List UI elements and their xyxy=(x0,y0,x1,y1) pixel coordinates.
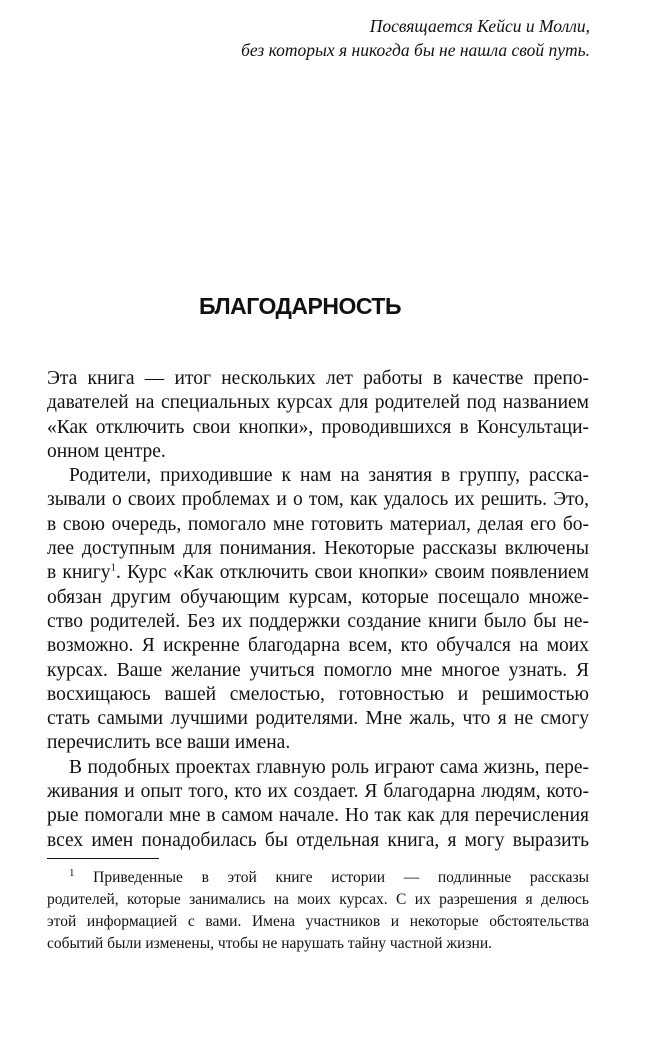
footnote-marker: 1 xyxy=(69,866,75,879)
dedication xyxy=(241,14,590,62)
text-line: «Как отключить свои кнопки», проводившихся в Консультаци- xyxy=(47,416,589,438)
text-line: обязан другим обучающим курсам, которые посещало множе- xyxy=(47,586,589,608)
footnote-reference[interactable]: 1 xyxy=(110,561,116,574)
text-line: онном центре. xyxy=(47,440,166,462)
text-line: перечислить все ваши имена. xyxy=(47,732,291,754)
text-line: курсах. Ваше желание учиться помогло мне многое узнать. Я xyxy=(47,659,589,681)
footnote-divider xyxy=(47,858,159,859)
text-line: всех имен понадобилась бы отдельная книга, я могу выразить xyxy=(47,829,589,851)
text-fragment: в книгу xyxy=(47,562,111,584)
text-line: давателей на специальных курсах для родителей под названием xyxy=(47,392,589,414)
footnote xyxy=(47,867,589,955)
text-line: В подобных проектах главную роль играют сама жизнь, пере- xyxy=(69,756,589,778)
body-text xyxy=(47,367,589,853)
text-line: стать самыми лучшими родителями. Мне жаль, что я не смогу xyxy=(47,708,589,730)
text-line: рые помогали мне в самом начале. Но так как для перечисления xyxy=(47,805,589,827)
text-line: возможно. Я искренне благодарна всем, кто обучался на моих xyxy=(47,635,589,657)
text-line: лее доступным для понимания. Некоторые рассказы включены xyxy=(47,538,589,560)
text-line: в свою очередь, помогало мне готовить материал, делая его бо- xyxy=(47,513,589,535)
footnote-line: событий были изменены, чтобы не нарушать тайну частной жизни. xyxy=(47,935,493,952)
section-heading: БЛАГОДАРНОСТЬ xyxy=(199,293,401,319)
text-line xyxy=(47,561,589,585)
footnote-line xyxy=(47,867,589,889)
text-line: Родители, приходившие к нам на занятия в группу, расска- xyxy=(69,465,589,487)
dedication-line: Посвящается Кейси и Молли, xyxy=(369,16,590,36)
text-line: зывали о своих проблемах и о том, как удалось их решить. Это, xyxy=(47,489,589,511)
text-line: восхищаюсь вашей смелостью, готовностью и решимостью xyxy=(47,683,589,705)
text-fragment: . Курс «Как отключить свои кнопки» своим появлением xyxy=(115,562,589,584)
dedication-line: без которых я никогда бы не нашла свой путь. xyxy=(241,40,590,60)
text-line: ство родителей. Без их поддержки создание книги было бы не- xyxy=(47,610,589,632)
text-fragment: Приведенные в этой книге истории — подлинные рассказы xyxy=(93,869,589,886)
footnote-line: этой информацией с вами. Имена участников и некоторые обстоятельства xyxy=(47,913,589,930)
text-line: живания и опыт того, кто их создает. Я благодарна людям, кото- xyxy=(47,781,589,803)
footnote-line: родителей, которые занимались на моих курсах. С их разрешения я делюсь xyxy=(47,891,589,908)
text-line: Эта книга — итог нескольких лет работы в качестве препо- xyxy=(47,368,589,389)
